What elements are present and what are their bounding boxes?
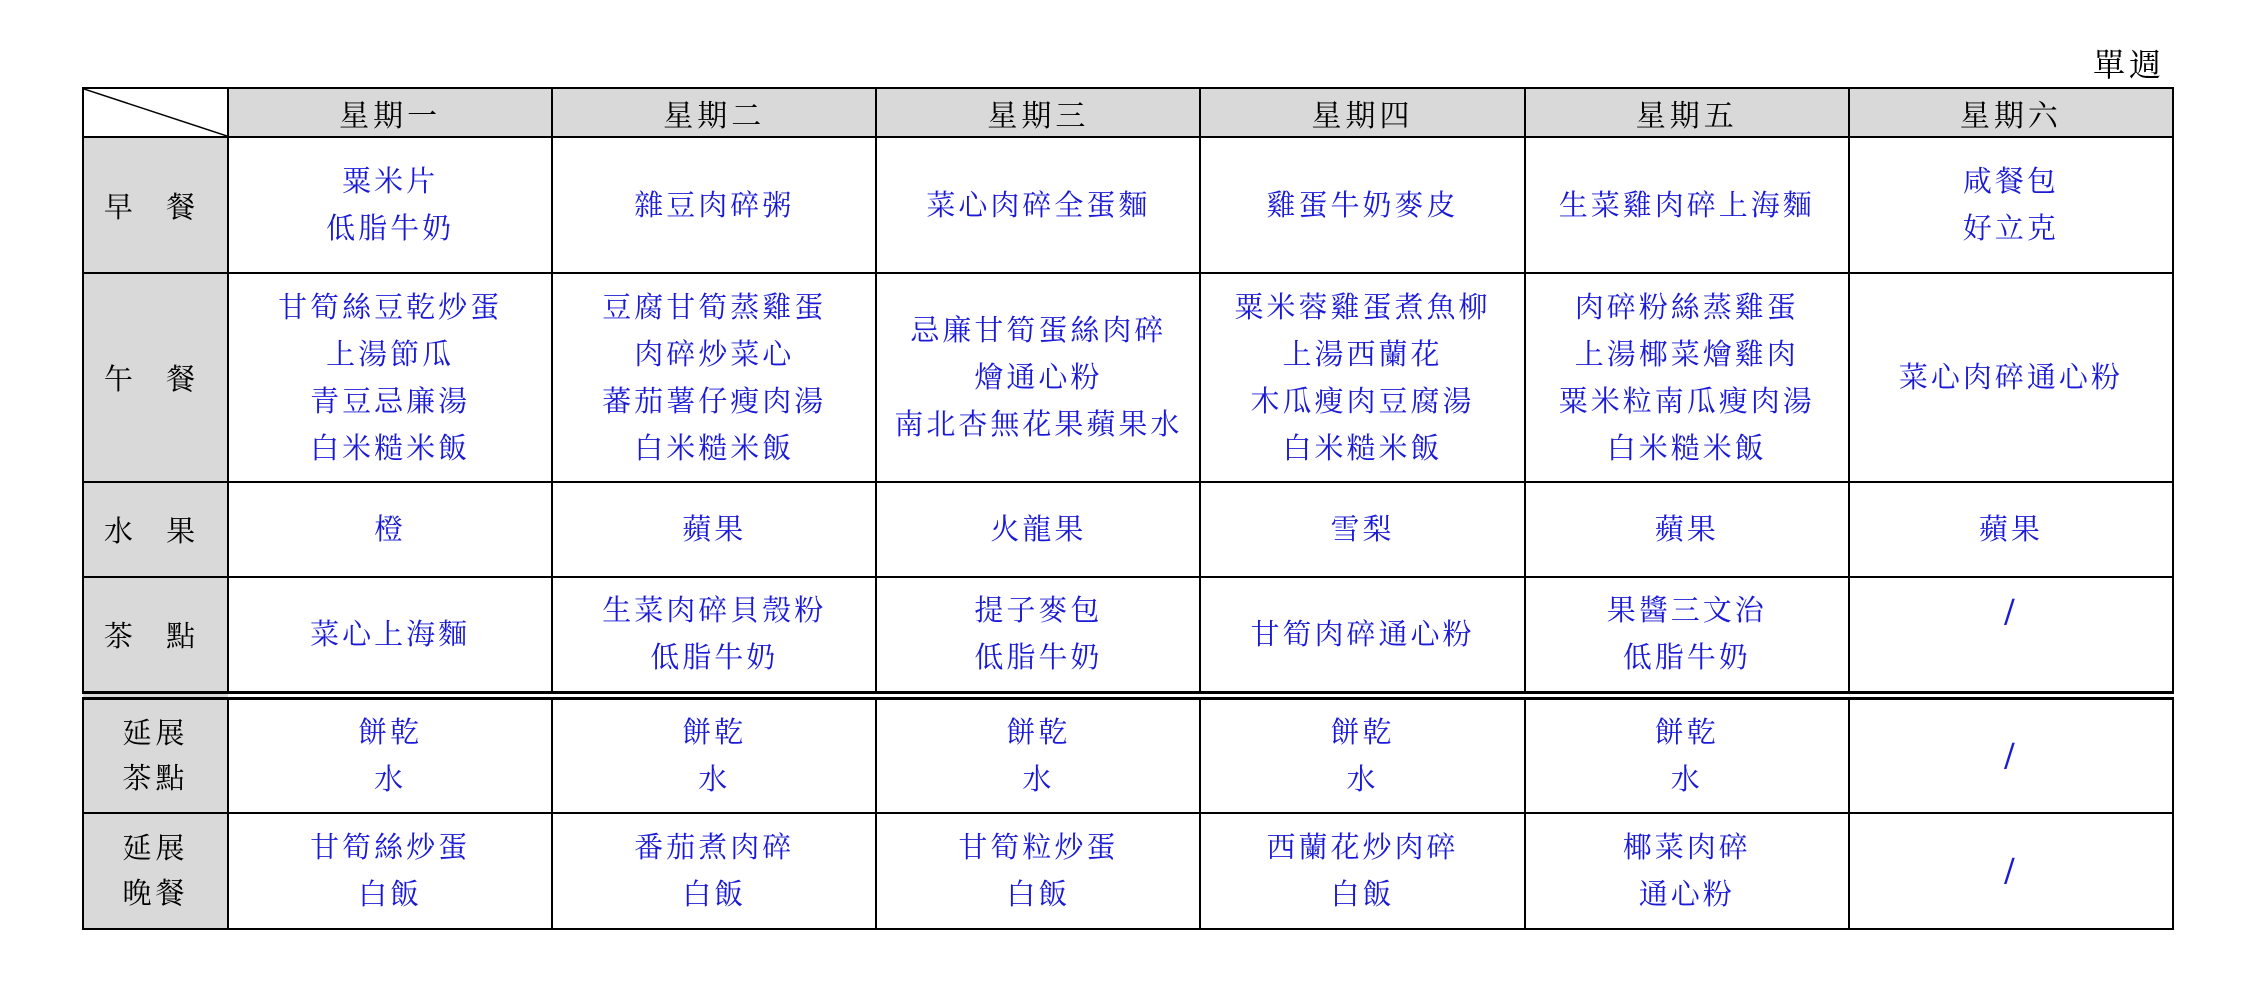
row-header-label: 茶點: [122, 760, 189, 795]
menu-item: 西蘭花炒肉碎: [1266, 830, 1459, 864]
menu-item: 通心粉: [1638, 877, 1735, 911]
menu-item: 番茄煮肉碎: [634, 830, 795, 864]
menu-item: 蘋果: [1654, 512, 1719, 546]
menu-item: 餅乾: [1330, 714, 1395, 749]
day-header-wed: 星期三: [876, 88, 1200, 137]
menu-item: 水: [1670, 761, 1703, 796]
menu-item: 橙: [374, 512, 407, 546]
menu-cell-extended-snack-sat: [1849, 695, 2173, 813]
menu-row-extended-snack: [83, 695, 2173, 813]
menu-cell-breakfast-wed: [876, 137, 1200, 273]
no-item-mark: /: [2004, 592, 2018, 631]
corner-cell: [83, 88, 228, 137]
row-header-label: 水 果: [103, 514, 208, 548]
menu-cell-extended-snack-fri: [1525, 695, 1849, 813]
row-header-label: 延展: [122, 715, 189, 750]
day-header-mon: 星期一: [228, 88, 552, 137]
menu-item: 肉碎炒菜心: [634, 336, 795, 371]
row-header-label: 茶 點: [103, 618, 208, 653]
row-header-label: 午 餐: [103, 362, 208, 396]
menu-cell-lunch-thu: [1200, 273, 1524, 482]
menu-cell-extended-snack-mon: [228, 695, 552, 813]
diagonal-line-icon: [84, 89, 227, 136]
menu-cell-fruit-tue: [552, 482, 876, 577]
menu-item: 燴通心粉: [974, 360, 1103, 394]
menu-item: 粟米粒南瓜瘦肉湯: [1558, 383, 1815, 418]
menu-item: 甘筍絲豆乾炒蛋: [278, 289, 503, 324]
row-header-label: 延展: [122, 831, 189, 865]
menu-item: 餅乾: [1654, 714, 1719, 749]
header-row: [83, 88, 2173, 137]
menu-cell-fruit-thu: [1200, 482, 1524, 577]
menu-cell-lunch-wed: [876, 273, 1200, 482]
menu-cell-fruit-sat: [1849, 482, 2173, 577]
menu-item: 粟米蓉雞蛋煮魚柳: [1234, 289, 1491, 324]
menu-item: 低脂牛奶: [1622, 640, 1751, 675]
no-item-mark: /: [2004, 735, 2018, 774]
menu-cell-extended-dinner-thu: [1200, 813, 1524, 929]
menu-item: 忌廉甘筍蛋絲肉碎: [910, 313, 1167, 347]
menu-item: 白米糙米飯: [310, 430, 471, 465]
menu-item: 蘋果: [682, 512, 747, 546]
menu-cell-lunch-fri: [1525, 273, 1849, 482]
menu-item: 白米糙米飯: [1606, 430, 1767, 465]
menu-item: 甘筍絲炒蛋: [310, 830, 471, 864]
menu-item: 南北杏無花果蘋果水: [894, 407, 1183, 441]
menu-item: 青豆忌廉湯: [310, 383, 471, 418]
menu-item: 白飯: [358, 877, 423, 911]
menu-cell-fruit-mon: [228, 482, 552, 577]
menu-item: 肉碎粉絲蒸雞蛋: [1574, 289, 1799, 324]
menu-row-snack: [83, 577, 2173, 695]
menu-item: 豆腐甘筍蒸雞蛋: [602, 289, 827, 324]
menu-cell-extended-dinner-mon: [228, 813, 552, 929]
menu-cell-extended-dinner-wed: [876, 813, 1200, 929]
day-header-thu: 星期四: [1200, 88, 1524, 137]
menu-item: 生菜肉碎貝殼粉: [602, 593, 827, 628]
row-header-fruit: [83, 482, 228, 577]
menu-item: 蘋果: [1978, 512, 2043, 546]
menu-item: 白飯: [1330, 877, 1395, 911]
no-item-mark: /: [2004, 851, 2018, 889]
row-header-lunch: [83, 273, 228, 482]
week-label: 單週: [2092, 46, 2165, 84]
menu-item: 甘筍肉碎通心粉: [1250, 616, 1475, 651]
menu-item: 水: [374, 761, 407, 796]
menu-cell-breakfast-fri: [1525, 137, 1849, 273]
menu-item: 水: [1346, 761, 1379, 796]
menu-item: 好立克: [1962, 211, 2059, 245]
menu-cell-extended-dinner-fri: [1525, 813, 1849, 929]
menu-cell-snack-wed: [876, 577, 1200, 695]
menu-cell-breakfast-thu: [1200, 137, 1524, 273]
row-header-snack: [83, 577, 228, 695]
menu-row-extended-dinner: [83, 813, 2173, 929]
menu-item: 提子麥包: [974, 593, 1103, 628]
menu-cell-snack-tue: [552, 577, 876, 695]
menu-item: 椰菜肉碎: [1622, 830, 1751, 864]
menu-cell-snack-thu: [1200, 577, 1524, 695]
menu-item: 白飯: [682, 877, 747, 911]
menu-cell-lunch-sat: [1849, 273, 2173, 482]
menu-cell-extended-snack-tue: [552, 695, 876, 813]
menu-item: 菜心上海麵: [310, 616, 471, 651]
menu-item: 白米糙米飯: [634, 430, 795, 465]
menu-cell-breakfast-tue: [552, 137, 876, 273]
menu-item: 火龍果: [990, 512, 1087, 546]
menu-cell-lunch-mon: [228, 273, 552, 482]
menu-cell-extended-dinner-sat: [1849, 813, 2173, 929]
menu-item: 水: [698, 761, 731, 796]
menu-cell-lunch-tue: [552, 273, 876, 482]
row-header-label: 早 餐: [103, 189, 208, 224]
menu-item: 餅乾: [358, 714, 423, 749]
menu-cell-fruit-wed: [876, 482, 1200, 577]
day-header-fri: 星期五: [1525, 88, 1849, 137]
menu-item: 上湯椰菜燴雞肉: [1574, 336, 1799, 371]
menu-item: 上湯西蘭花: [1282, 336, 1443, 371]
menu-item: 雞蛋牛奶麥皮: [1266, 187, 1459, 222]
menu-cell-snack-fri: [1525, 577, 1849, 695]
menu-item: 菜心肉碎通心粉: [1898, 360, 2123, 394]
menu-cell-extended-dinner-tue: [552, 813, 876, 929]
menu-item: 咸餐包: [1962, 164, 2059, 198]
menu-row-lunch: [83, 273, 2173, 482]
menu-item: 水: [1022, 761, 1055, 796]
menu-item: 低脂牛奶: [650, 640, 779, 675]
day-header-sat: 星期六: [1849, 88, 2173, 137]
menu-item: 雪梨: [1330, 512, 1395, 546]
menu-row-fruit: [83, 482, 2173, 577]
menu-cell-extended-snack-wed: [876, 695, 1200, 813]
menu-item: 生菜雞肉碎上海麵: [1558, 187, 1815, 222]
menu-item: 粟米片: [342, 164, 439, 198]
menu-item: 餅乾: [682, 714, 747, 749]
menu-item: 菜心肉碎全蛋麵: [926, 187, 1151, 222]
menu-row-breakfast: [83, 137, 2173, 273]
menu-item: 蕃茄薯仔瘦肉湯: [602, 383, 827, 418]
weekly-menu-table: [82, 87, 2174, 930]
menu-item: 木瓜瘦肉豆腐湯: [1250, 383, 1475, 418]
menu-cell-snack-mon: [228, 577, 552, 695]
row-header-label: 晚餐: [122, 876, 189, 910]
row-header-extended-dinner: [83, 813, 228, 929]
menu-item: 白米糙米飯: [1282, 430, 1443, 465]
menu-item: 上湯節瓜: [326, 336, 455, 371]
menu-item: 低脂牛奶: [974, 640, 1103, 675]
menu-item: 甘筍粒炒蛋: [958, 830, 1119, 864]
menu-cell-breakfast-sat: [1849, 137, 2173, 273]
menu-cell-extended-snack-thu: [1200, 695, 1524, 813]
menu-cell-fruit-fri: [1525, 482, 1849, 577]
menu-cell-snack-sat: [1849, 577, 2173, 695]
row-header-extended-snack: [83, 695, 228, 813]
row-header-breakfast: [83, 137, 228, 273]
day-header-tue: 星期二: [552, 88, 876, 137]
menu-item: 雜豆肉碎粥: [634, 187, 795, 222]
menu-item: 果醬三文治: [1606, 593, 1767, 628]
menu-item: 白飯: [1006, 877, 1071, 911]
menu-item: 低脂牛奶: [326, 211, 455, 245]
menu-cell-breakfast-mon: [228, 137, 552, 273]
menu-item: 餅乾: [1006, 714, 1071, 749]
